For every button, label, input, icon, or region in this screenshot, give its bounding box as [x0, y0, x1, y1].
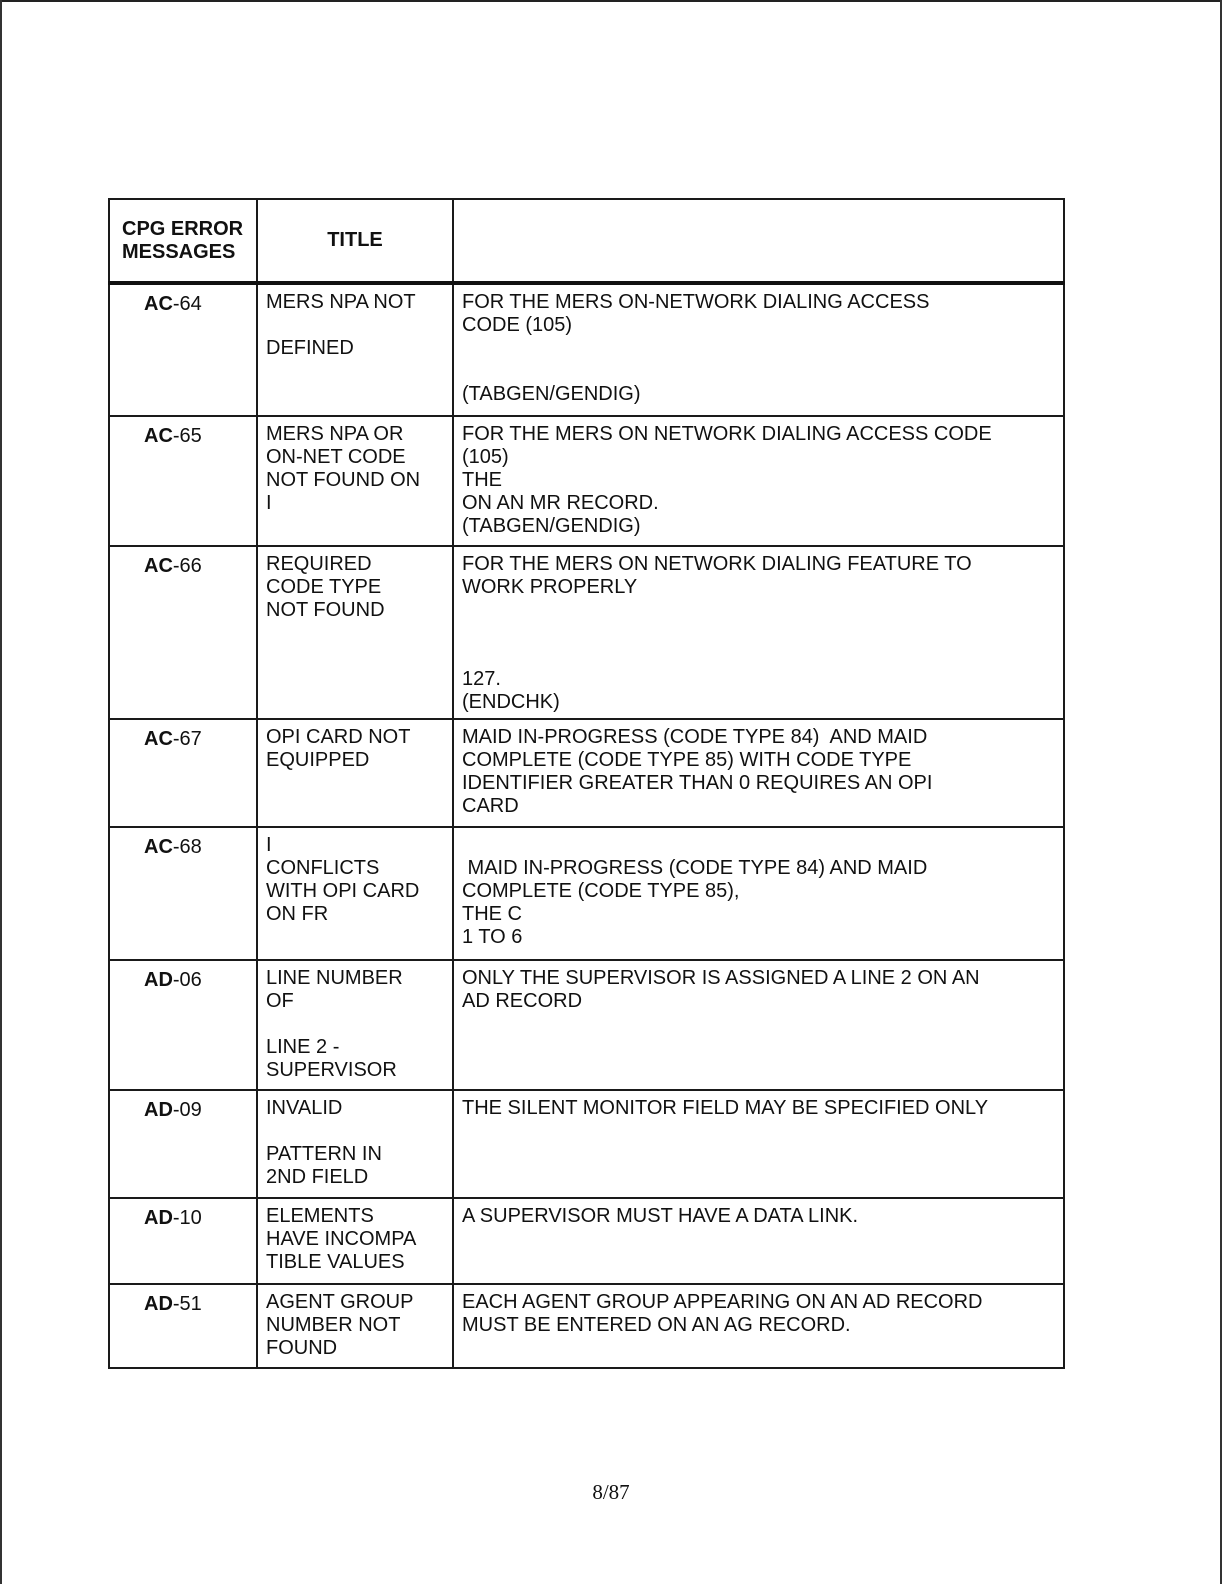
error-title-line: FOUND — [266, 1337, 338, 1359]
table-row — [109, 546, 1064, 719]
error-title-line: NUMBER NOT — [266, 1314, 401, 1336]
error-code-number: -64 — [172, 293, 202, 315]
error-description-line: THE — [462, 469, 502, 491]
error-code-prefix: AD — [144, 1207, 173, 1229]
error-description-line: MAID IN-PROGRESS (CODE TYPE 84) AND MAID — [462, 726, 928, 748]
error-title — [257, 960, 453, 1090]
error-code-number: -68 — [172, 836, 202, 858]
header-title: TITLE — [257, 199, 453, 283]
error-description-line: 127. — [462, 668, 501, 690]
error-code-number: -09 — [172, 1099, 202, 1121]
error-code — [109, 719, 257, 827]
error-title — [257, 719, 453, 827]
error-code-prefix: AD — [144, 1099, 173, 1121]
error-title-line — [266, 383, 444, 406]
error-title-line: REQUIRED — [266, 553, 372, 575]
header-description — [453, 199, 1064, 283]
error-description-line — [462, 834, 1055, 857]
error-description-line: COMPLETE (CODE TYPE 85) WITH CODE TYPE — [462, 749, 912, 771]
error-title-line: CONFLICTS — [266, 857, 380, 879]
error-code-prefix: AC — [144, 836, 173, 858]
error-description-line — [462, 360, 1055, 383]
error-title — [257, 546, 453, 719]
error-title-line: NOT FOUND ON — [266, 469, 421, 491]
header-code-line-2: MESSAGES — [122, 240, 236, 263]
error-description-line: FOR THE MERS ON NETWORK DIALING FEATURE TO — [462, 553, 972, 575]
page-border-top — [0, 0, 1222, 2]
error-description-line: AD RECORD — [462, 990, 583, 1012]
error-description-line — [462, 645, 1055, 668]
header-code-line-1: CPG ERROR — [122, 217, 244, 240]
error-description-line: EACH AGENT GROUP APPEARING ON AN AD RECORD — [462, 1291, 983, 1313]
page-border-left — [0, 0, 2, 1584]
error-description-line: MUST BE ENTERED ON AN AG RECORD. — [462, 1314, 851, 1336]
error-title-line — [266, 1120, 444, 1143]
error-title — [257, 416, 453, 546]
error-description-line: CODE (105) — [462, 314, 573, 336]
error-title-line: OPI CARD NOT — [266, 726, 411, 748]
error-description-line — [462, 1013, 1055, 1036]
error-description-line: WORK PROPERLY — [462, 576, 638, 598]
error-description-line: (ENDCHK) — [462, 691, 560, 713]
error-title-line: HAVE INCOMPA — [266, 1228, 417, 1250]
error-description-line — [462, 1036, 1055, 1059]
error-description — [453, 1284, 1064, 1368]
table-row — [109, 719, 1064, 827]
error-title-line: LINE 2 - — [266, 1036, 340, 1058]
error-code-prefix: AD — [144, 1293, 173, 1315]
error-title-line: NOT FOUND — [266, 599, 385, 621]
error-code-number: -10 — [172, 1207, 202, 1229]
error-title-line: ELEMENTS — [266, 1205, 374, 1227]
error-title-line: OF — [266, 990, 294, 1012]
error-description-line: FOR THE MERS ON-NETWORK DIALING ACCESS — [462, 291, 930, 313]
error-description — [453, 827, 1064, 960]
error-description-line: THE SILENT MONITOR FIELD MAY BE SPECIFIED ONLY — [462, 1097, 989, 1119]
error-code — [109, 1090, 257, 1198]
error-code-prefix: AC — [144, 425, 173, 447]
error-title-line — [266, 360, 444, 383]
error-title-line: CODE TYPE — [266, 576, 382, 598]
error-description-line — [462, 337, 1055, 360]
error-description-line: ONLY THE SUPERVISOR IS ASSIGNED A LINE 2 ON AN — [462, 967, 980, 989]
error-title-line: WITH OPI CARD — [266, 880, 420, 902]
error-code-prefix: AC — [144, 293, 173, 315]
error-code-prefix: AC — [144, 555, 173, 577]
table-row — [109, 960, 1064, 1090]
error-title-line: AGENT GROUP — [266, 1291, 414, 1313]
error-code — [109, 283, 257, 416]
error-title-line: I — [266, 492, 272, 514]
error-title-line: MERS NPA NOT — [266, 291, 416, 313]
error-title-line: 2ND FIELD — [266, 1166, 369, 1188]
error-title — [257, 827, 453, 960]
error-code — [109, 827, 257, 960]
table-row — [109, 827, 1064, 960]
error-title — [257, 1090, 453, 1198]
error-description-line: THE C — [462, 903, 522, 925]
error-code — [109, 416, 257, 546]
error-description-line — [462, 622, 1055, 645]
error-description-line: MAID IN-PROGRESS (CODE TYPE 84) AND MAID — [462, 857, 928, 879]
error-description-line: A SUPERVISOR MUST HAVE A DATA LINK. — [462, 1205, 859, 1227]
error-title-line: INVALID — [266, 1097, 343, 1119]
error-code-number: -65 — [172, 425, 202, 447]
error-code-number: -51 — [172, 1293, 202, 1315]
error-title — [257, 1284, 453, 1368]
error-title — [257, 283, 453, 416]
error-description-line: 1 TO 6 — [462, 926, 523, 948]
error-description-line: FOR THE MERS ON NETWORK DIALING ACCESS CODE — [462, 423, 992, 445]
error-description-line: (TABGEN/GENDIG) — [462, 383, 641, 405]
error-description-line: (TABGEN/GENDIG) — [462, 515, 641, 537]
table-body — [109, 283, 1064, 1368]
error-title-line: DEFINED — [266, 337, 354, 359]
error-description-line: COMPLETE (CODE TYPE 85), — [462, 880, 740, 902]
error-description — [453, 719, 1064, 827]
error-title-line: MERS NPA OR — [266, 423, 404, 445]
error-title-line: LINE NUMBER — [266, 967, 403, 989]
table-row — [109, 416, 1064, 546]
error-code-number: -06 — [172, 969, 202, 991]
error-description — [453, 960, 1064, 1090]
error-code-number: -66 — [172, 555, 202, 577]
error-title — [257, 1198, 453, 1284]
error-description — [453, 416, 1064, 546]
error-title-line: TIBLE VALUES — [266, 1251, 405, 1273]
error-description-line: ON AN MR RECORD. — [462, 492, 659, 514]
error-description — [453, 546, 1064, 719]
error-title-line: PATTERN IN — [266, 1143, 382, 1165]
error-message-table — [108, 198, 1065, 1369]
error-code — [109, 546, 257, 719]
table-row — [109, 1090, 1064, 1198]
table-row — [109, 1198, 1064, 1284]
error-title-line: ON-NET CODE — [266, 446, 406, 468]
error-code-number: -67 — [172, 728, 202, 750]
table-row — [109, 283, 1064, 416]
error-title-line: ON FR — [266, 903, 329, 925]
page-number: 8/87 — [592, 1480, 630, 1504]
error-code-prefix: AD — [144, 969, 173, 991]
error-description-line: CARD — [462, 795, 519, 817]
error-title-line: SUPERVISOR — [266, 1059, 397, 1081]
error-description-line — [462, 599, 1055, 622]
error-code — [109, 1198, 257, 1284]
table-header-row — [109, 199, 1064, 283]
error-code-prefix: AC — [144, 728, 173, 750]
error-title-line: EQUIPPED — [266, 749, 370, 771]
error-description — [453, 283, 1064, 416]
table-row — [109, 1284, 1064, 1368]
error-description-line: (105) — [462, 446, 509, 468]
error-code — [109, 1284, 257, 1368]
error-description-line: IDENTIFIER GREATER THAN 0 REQUIRES AN OPI — [462, 772, 933, 794]
error-code — [109, 960, 257, 1090]
error-description — [453, 1090, 1064, 1198]
error-title-line — [266, 1013, 444, 1036]
error-description — [453, 1198, 1064, 1284]
error-title-line — [266, 314, 444, 337]
header-code — [109, 199, 257, 283]
error-title-line: I — [266, 834, 272, 856]
